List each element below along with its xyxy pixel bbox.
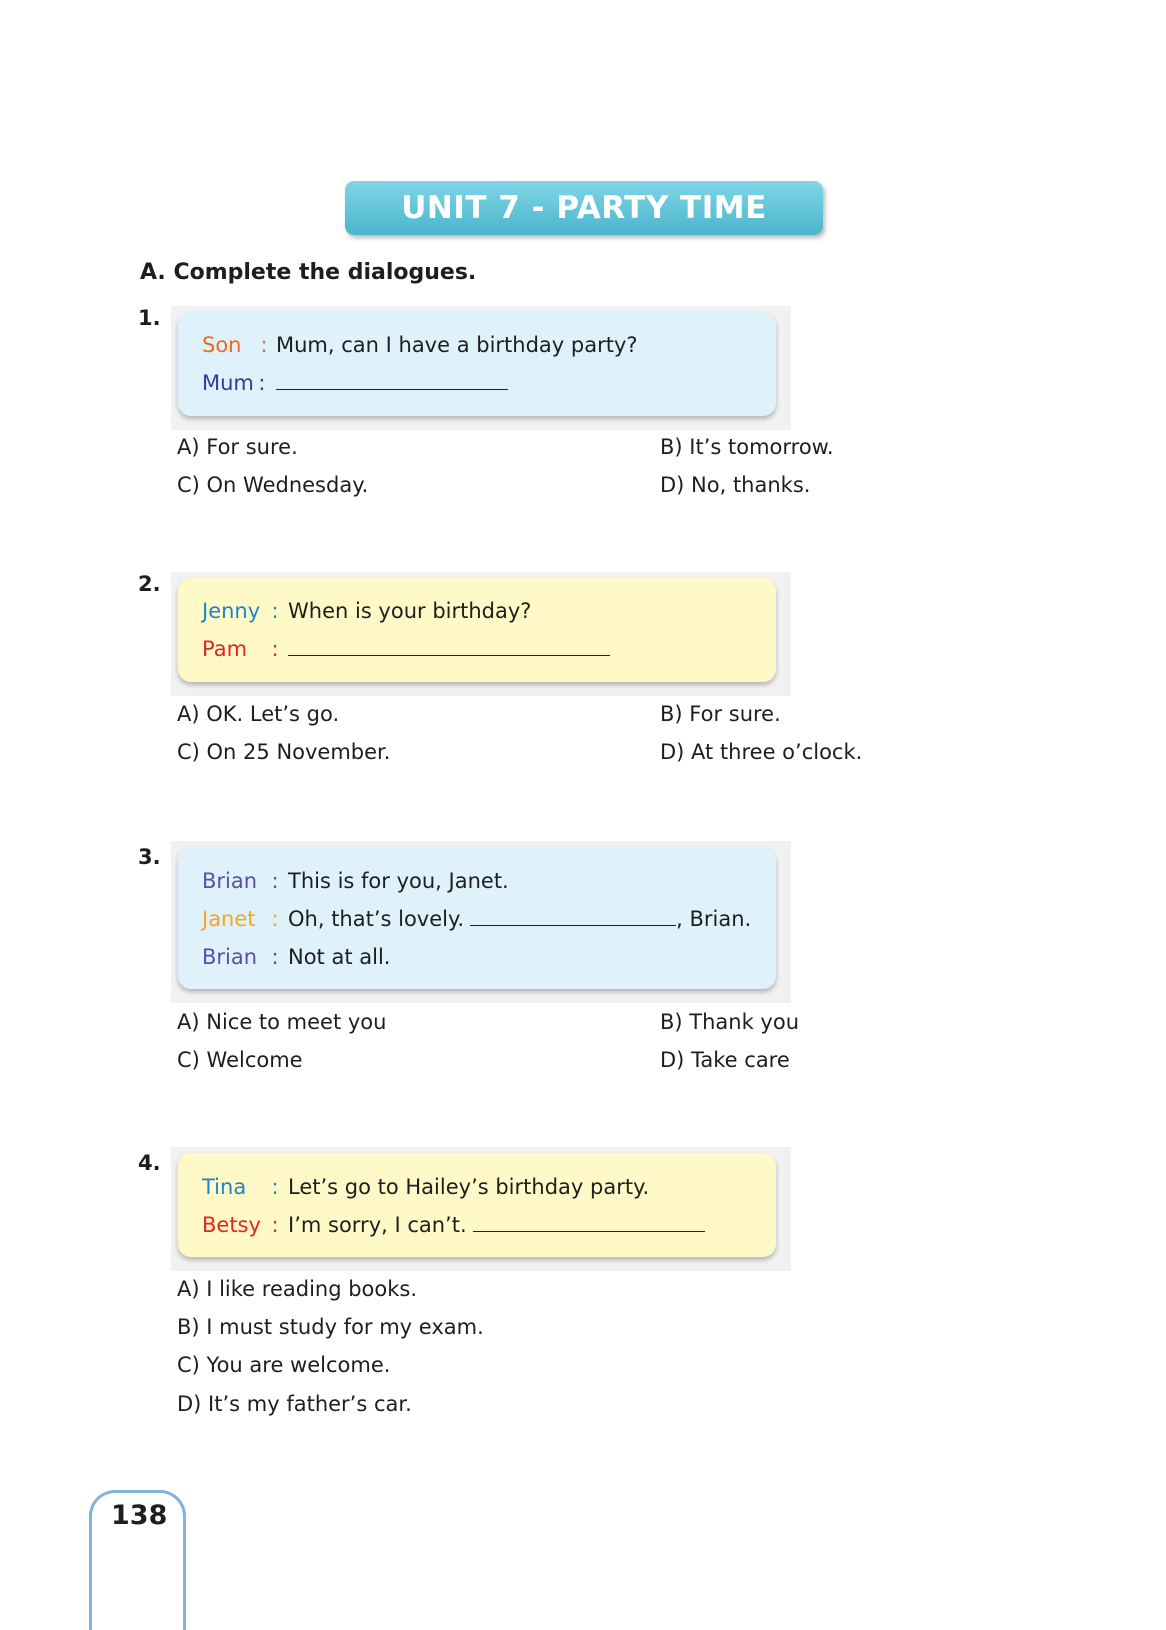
dialogue-line [202,371,508,395]
dialogue-text: Let’s go to Hailey’s birthday party. [288,1175,650,1199]
question-number: 1. [138,306,161,330]
answer-blank[interactable] [288,654,610,656]
option-c[interactable]: C) On Wednesday. [177,473,369,497]
dialogue-line [202,333,638,357]
speaker-separator: : [258,371,266,395]
unit-title-banner [345,181,823,235]
dialogue-line [202,869,509,893]
question-number: 3. [138,845,161,869]
option-d[interactable]: D) At three o’clock. [660,740,863,764]
speaker-separator: : [271,1175,279,1199]
unit-title: UNIT 7 - PARTY TIME [401,190,767,226]
dialogue-text: Mum, can I have a birthday party? [276,333,638,357]
option-b[interactable]: B) I must study for my exam. [177,1315,484,1339]
speaker-name: Jenny [202,599,261,623]
page-number: 138 [111,1500,168,1531]
question-number: 4. [138,1151,161,1175]
option-b[interactable]: B) It’s tomorrow. [660,435,834,459]
option-d[interactable]: D) Take care [660,1048,790,1072]
option-d[interactable]: D) It’s my father’s car. [177,1392,412,1416]
speaker-separator: : [271,1213,279,1237]
dialogue-text: , Brian. [676,907,752,931]
dialogue-text: Oh, that’s lovely. [288,907,465,931]
speaker-name: Brian [202,869,258,893]
speaker-name: Brian [202,945,258,969]
question-number: 2. [138,572,161,596]
speaker-separator: : [271,599,279,623]
answer-blank[interactable] [276,388,508,390]
dialogue-line [202,907,751,931]
speaker-name: Son [202,333,242,357]
dialogue-text: I’m sorry, I can’t. [288,1213,467,1237]
speaker-separator: : [271,869,279,893]
speaker-name: Tina [202,1175,247,1199]
speaker-name: Mum [202,371,254,395]
answer-blank[interactable] [473,1230,705,1232]
speaker-separator: : [271,907,279,931]
option-d[interactable]: D) No, thanks. [660,473,811,497]
option-b[interactable]: B) Thank you [660,1010,800,1034]
dialogue-line [202,1213,705,1237]
speaker-separator: : [260,333,268,357]
speaker-name: Janet [202,907,256,931]
speaker-separator: : [271,637,279,661]
speaker-name: Betsy [202,1213,261,1237]
option-b[interactable]: B) For sure. [660,702,781,726]
option-c[interactable]: C) You are welcome. [177,1353,391,1377]
dialogue-text: When is your birthday? [288,599,532,623]
option-a[interactable]: A) I like reading books. [177,1277,418,1301]
dialogue-text: Not at all. [288,945,391,969]
option-a[interactable]: A) Nice to meet you [177,1010,387,1034]
dialogue-text: This is for you, Janet. [288,869,509,893]
dialogue-line [202,945,390,969]
speaker-name: Pam [202,637,248,661]
section-heading: A. Complete the dialogues. [140,260,477,285]
dialogue-line [202,637,610,661]
dialogue-box [178,578,776,682]
dialogue-box [178,312,776,416]
option-a[interactable]: A) OK. Let’s go. [177,702,340,726]
speaker-separator: : [271,945,279,969]
answer-blank[interactable] [470,924,676,926]
dialogue-line [202,599,531,623]
option-a[interactable]: A) For sure. [177,435,298,459]
dialogue-line [202,1175,649,1199]
option-c[interactable]: C) On 25 November. [177,740,391,764]
option-c[interactable]: C) Welcome [177,1048,303,1072]
dialogue-box [178,1153,776,1257]
